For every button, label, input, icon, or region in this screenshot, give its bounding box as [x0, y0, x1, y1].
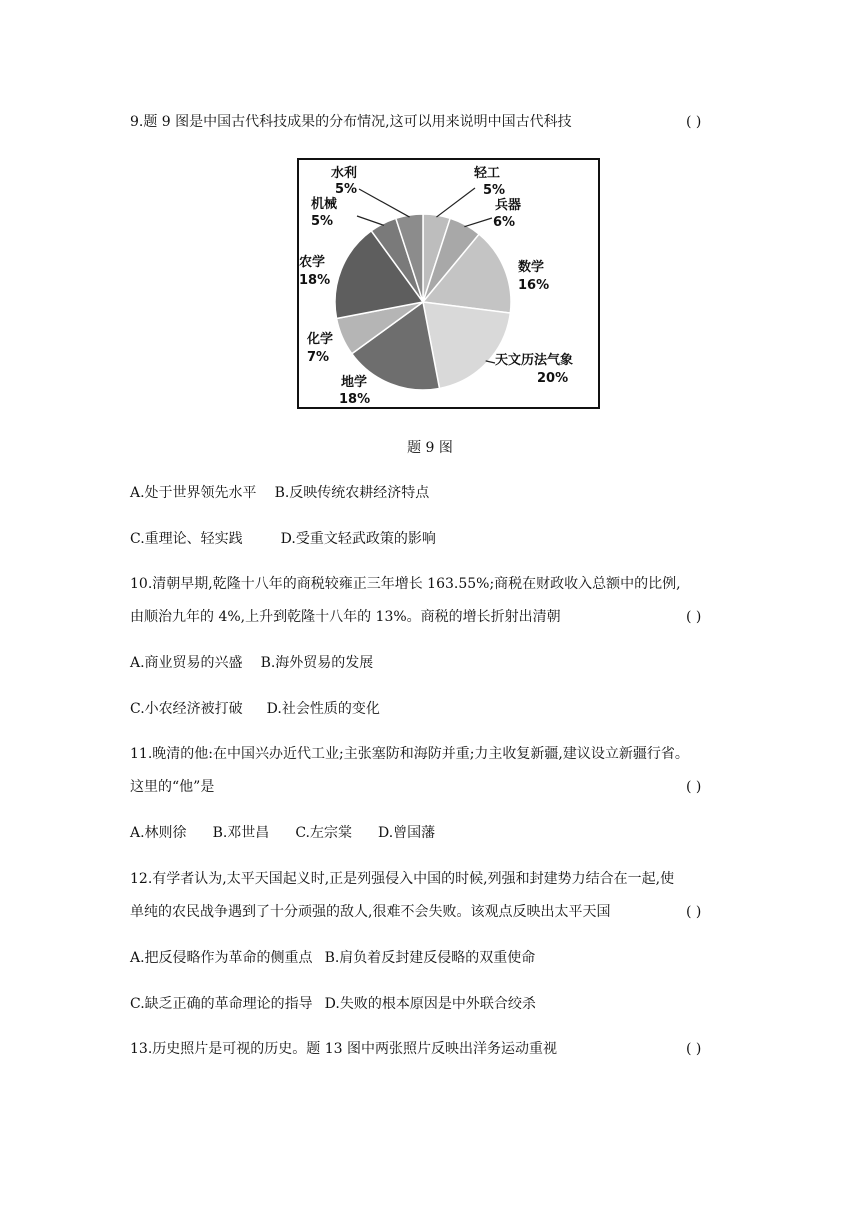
q11-option-d: D.曾国藩 [377, 825, 436, 841]
q12-option-c: C.缺乏正确的革命理论的指导 [130, 996, 313, 1012]
pie-slice-percent-3: 16% [518, 278, 550, 293]
pie-slice-percent-4: 20% [537, 371, 569, 386]
q10-options-row2 [130, 699, 398, 719]
q9-option-b: B.反映传统农耕经济特点 [274, 485, 430, 501]
pie-slice-percent-5: 18% [339, 392, 371, 407]
q10-option-b: B.海外贸易的发展 [260, 655, 374, 671]
q9-option-d: D.受重文轻武政策的影响 [280, 531, 436, 547]
pie-leader-line-9 [359, 189, 410, 217]
q9-pie-chart [297, 158, 600, 409]
pie-slice-percent-8: 5% [311, 214, 334, 229]
pie-leader-line-2 [464, 218, 492, 227]
q12-stem-line2: 单纯的农民战争遇到了十分顽强的敌人,很难不会失败。该观点反映出太平天国 [130, 904, 611, 920]
q13-stem: 13.历史照片是可视的历史。题 13 图中两张照片反映出洋务运动重视 [130, 1041, 557, 1057]
pie-slice-name-3: 数学 [518, 260, 545, 275]
q10-stem-line2: 由顺治九年的 4%,上升到乾隆十八年的 13%。商税的增长折射出清朝 [130, 609, 561, 625]
pie-slice-percent-9: 5% [335, 182, 358, 197]
q9-option-c: C.重理论、轻实践 [130, 531, 243, 547]
pie-slice-percent-6: 7% [307, 350, 330, 365]
pie-slice-name-2: 兵器 [495, 198, 522, 213]
q12-options-row1 [130, 948, 553, 968]
q12-option-b: B.肩负着反封建反侵略的双重使命 [324, 950, 536, 966]
q10-option-c: C.小农经济被打破 [130, 701, 243, 717]
q9-stem: 9.题 9 图是中国古代科技成果的分布情况,这可以用来说明中国古代科技 [130, 114, 572, 130]
q12-option-d: D.失败的根本原因是中外联合绞杀 [324, 996, 536, 1012]
q11-answer-paren: ( ) [686, 779, 702, 795]
pie-slice-percent-1: 5% [483, 183, 506, 198]
pie-slice-name-8: 机械 [311, 197, 338, 212]
q10-stem-line1: 10.清朝早期,乾隆十八年的商税较雍正三年增长 163.55%;商税在财政收入总额中的比例, [130, 576, 681, 592]
pie-slice-name-7: 农学 [299, 255, 326, 270]
pie-slice-name-5: 地学 [341, 375, 368, 390]
q11-option-c: C.左宗棠 [295, 825, 352, 841]
pie-slice-name-6: 化学 [307, 332, 334, 347]
q9-options-row1 [130, 483, 447, 503]
q12-stem-line1: 12.有学者认为,太平天国起义时,正是列强侵入中国的时候,列强和封建势力结合在一起,使 [130, 871, 675, 887]
q9-options-row2 [130, 529, 454, 549]
pie-slice-percent-7: 18% [299, 273, 331, 288]
q9-figure-caption: 题 9 图 [407, 440, 453, 456]
q11-options-row [130, 823, 453, 843]
pie-leader-line-8 [357, 216, 384, 225]
pie-slice-name-4: 天文历法气象 [495, 353, 574, 368]
q12-answer-paren: ( ) [686, 904, 702, 920]
q10-answer-paren: ( ) [686, 609, 702, 625]
q11-stem-line2: 这里的“他”是 [130, 779, 215, 795]
q11-option-a: A.林则徐 [130, 825, 187, 841]
pie-chart-svg [299, 160, 598, 407]
q9-option-a: A.处于世界领先水平 [130, 485, 257, 501]
pie-slice-percent-2: 6% [493, 215, 516, 230]
q11-stem-line1: 11.晚清的他:在中国兴办近代工业;主张塞防和海防并重;力主收复新疆,建议设立新疆行省。 [130, 746, 689, 762]
q9-answer-paren: ( ) [686, 114, 702, 130]
q12-options-row2 [130, 994, 554, 1014]
q10-options-row1 [130, 653, 391, 673]
q12-option-a: A.把反侵略作为革命的侧重点 [130, 950, 313, 966]
pie-slice-name-1: 轻工 [474, 166, 501, 181]
pie-slice-name-9: 水利 [331, 166, 358, 181]
pie-leader-line-1 [436, 188, 475, 217]
q10-option-d: D.社会性质的变化 [266, 701, 380, 717]
q10-option-a: A.商业贸易的兴盛 [130, 655, 243, 671]
q11-option-b: B.邓世昌 [212, 825, 270, 841]
q13-answer-paren: ( ) [686, 1041, 702, 1057]
